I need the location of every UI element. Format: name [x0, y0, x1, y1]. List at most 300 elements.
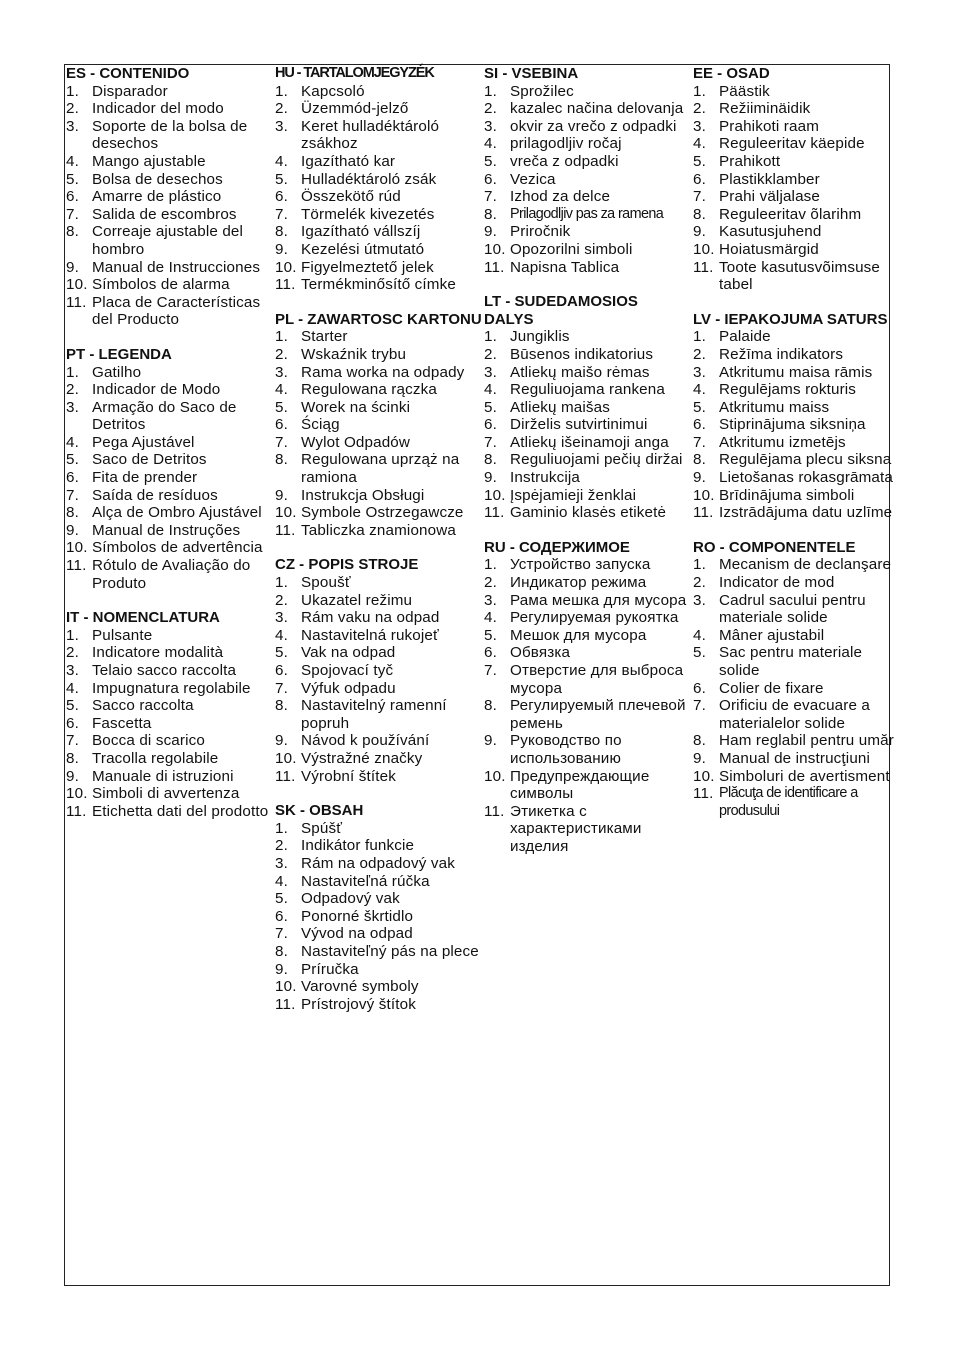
list-item	[484, 83, 691, 101]
item-number: 1.	[66, 363, 79, 381]
item-number: 9.	[66, 521, 79, 539]
list-item	[66, 627, 273, 645]
item-label: Prístrojový štítok	[301, 995, 416, 1013]
item-number: 6.	[275, 188, 288, 206]
item-label: Toote kasutusvõimsuse tabel	[719, 258, 881, 294]
item-number: 3.	[484, 591, 497, 609]
column-1	[66, 65, 273, 837]
list-item	[484, 381, 691, 399]
item-label: Priročnik	[510, 223, 571, 241]
list-item	[275, 627, 482, 645]
item-label: Saída de resíduos	[92, 486, 218, 504]
item-label: Vezica	[510, 170, 556, 188]
item-label: Ukazatel režimu	[301, 591, 413, 609]
item-number: 11.	[66, 293, 87, 311]
item-number: 11.	[693, 258, 714, 276]
item-label: Igazítható vállszíj	[301, 223, 421, 241]
list-item	[66, 522, 273, 540]
item-number: 7.	[275, 205, 288, 223]
item-label: Регулируемый плечевой ремень	[510, 697, 686, 732]
list-item	[693, 469, 900, 487]
item-number: 8.	[275, 451, 288, 469]
item-label: Предупреждающие символы	[510, 767, 650, 803]
item-label: Režiiminäidik	[719, 100, 811, 118]
item-label: Sac pentru materiale solide	[719, 644, 863, 679]
list-item	[693, 135, 900, 153]
language-section	[693, 539, 900, 821]
item-number: 1.	[484, 328, 497, 346]
item-number: 3.	[66, 398, 79, 416]
list-item	[693, 487, 900, 505]
item-number: 4.	[693, 135, 706, 153]
item-number: 5.	[484, 152, 497, 170]
list-item	[484, 434, 691, 452]
item-label: Vývod na odpad	[301, 925, 413, 943]
item-label: Alça de Ombro Ajustável	[92, 504, 262, 522]
item-label: Kasutusjuhend	[719, 223, 822, 241]
list-item	[275, 750, 482, 768]
item-number: 1.	[275, 819, 288, 837]
list-item	[484, 451, 691, 469]
list-item	[66, 364, 273, 382]
item-number: 10.	[693, 240, 715, 258]
item-number: 10.	[693, 767, 715, 785]
list-item	[275, 364, 482, 382]
list-item	[275, 522, 482, 540]
item-label: Výfuk odpadu	[301, 679, 396, 697]
language-section	[484, 293, 691, 522]
item-number: 8.	[484, 697, 497, 715]
list-item	[66, 259, 273, 277]
item-number: 9.	[275, 486, 288, 504]
item-label: Odpadový vak	[301, 890, 400, 908]
item-label: Opozorilni simboli	[510, 240, 633, 258]
item-number: 11.	[275, 276, 296, 294]
item-label: Wylot Odpadów	[301, 433, 411, 451]
item-label: Igazítható kar	[301, 152, 396, 170]
item-label: Prahikoti raam	[719, 117, 820, 135]
item-number: 5.	[275, 890, 288, 908]
list-item	[484, 346, 691, 364]
item-label: Reguliuojami pečių diržai	[510, 451, 683, 469]
list-item	[693, 574, 900, 592]
list-item	[66, 539, 273, 557]
item-number: 4.	[693, 626, 706, 644]
item-label: Regulējams rokturis	[719, 381, 857, 399]
item-label: Reguleeritav õlarihm	[719, 205, 862, 223]
list-item	[484, 259, 691, 277]
item-number: 3.	[275, 854, 288, 872]
item-number: 7.	[66, 732, 79, 750]
item-label: Jungiklis	[510, 328, 570, 346]
item-label: Ściąg	[301, 416, 340, 434]
list-item	[66, 399, 273, 434]
item-number: 2.	[66, 100, 79, 118]
list-item	[275, 996, 482, 1014]
item-label: Príručka	[301, 960, 359, 978]
item-number: 4.	[275, 626, 288, 644]
item-number: 5.	[484, 398, 497, 416]
section-heading: IT - NOMENCLATURA	[66, 609, 220, 627]
list-item	[66, 171, 273, 189]
item-number: 5.	[275, 398, 288, 416]
list-item	[275, 855, 482, 873]
list-item	[66, 715, 273, 733]
list-item	[66, 750, 273, 768]
item-label: Instrukcja Obsługi	[301, 486, 425, 504]
item-number: 9.	[275, 960, 288, 978]
item-number: 4.	[66, 679, 79, 697]
item-label: Prahi väljalase	[719, 188, 821, 206]
item-label: Összekötő rúd	[301, 188, 401, 206]
item-label: Būsenos indikatorius	[510, 345, 654, 363]
item-number: 5.	[693, 152, 706, 170]
list-item	[484, 118, 691, 136]
item-label: Simboli di avvertenza	[92, 785, 240, 803]
item-label: Atkritumu maiss	[719, 398, 830, 416]
item-number: 8.	[66, 504, 79, 522]
list-item	[693, 785, 900, 820]
item-number: 7.	[275, 433, 288, 451]
list-item	[275, 171, 482, 189]
item-number: 5.	[484, 626, 497, 644]
list-item	[693, 556, 900, 574]
list-item	[66, 680, 273, 698]
item-number: 11.	[275, 521, 296, 539]
column-4	[693, 65, 900, 837]
item-label: Izhod za delce	[510, 188, 611, 206]
list-item	[484, 188, 691, 206]
list-item	[275, 662, 482, 680]
item-number: 10.	[693, 486, 715, 504]
language-section	[693, 65, 900, 294]
language-section	[275, 311, 482, 540]
item-label: Mâner ajustabil	[719, 626, 825, 644]
list-item	[275, 592, 482, 610]
item-label: Mango ajustable	[92, 152, 206, 170]
item-number: 6.	[484, 170, 497, 188]
item-number: 2.	[66, 381, 79, 399]
item-label: Обвязка	[510, 644, 571, 662]
section-heading: RO - COMPONENTELE	[693, 538, 856, 556]
section-heading: PL - ZAWARTOSC KARTONU	[275, 310, 482, 328]
item-number: 5.	[693, 398, 706, 416]
list-item	[484, 416, 691, 434]
section-heading: LT - SUDEDAMOSIOS DALYS	[484, 293, 638, 328]
item-label: Vak na odpad	[301, 644, 396, 662]
item-number: 11.	[66, 557, 87, 575]
item-label: Regulowana uprząż na ramiona	[301, 451, 460, 487]
contents-frame	[64, 64, 894, 1286]
item-label: Ham reglabil pentru umăr	[719, 732, 894, 750]
list-item	[484, 153, 691, 171]
item-number: 9.	[275, 732, 288, 750]
list-item	[275, 451, 482, 486]
item-label: Indicador del modo	[92, 100, 224, 118]
item-number: 9.	[66, 767, 79, 785]
item-number: 1.	[693, 328, 706, 346]
item-label: Sacco raccolta	[92, 697, 194, 715]
item-number: 1.	[275, 328, 288, 346]
list-item	[275, 837, 482, 855]
item-number: 11.	[66, 802, 87, 820]
section-heading: EE - OSAD	[693, 65, 770, 82]
list-item	[275, 346, 482, 364]
item-label: Устройство запуска	[510, 556, 651, 574]
item-number: 5.	[275, 170, 288, 188]
list-item	[693, 83, 900, 101]
item-label: Návod k používání	[301, 732, 430, 750]
item-label: Fita de prender	[92, 469, 198, 487]
list-item	[275, 925, 482, 943]
list-item	[275, 574, 482, 592]
item-label: Manuale di istruzioni	[92, 767, 234, 785]
item-label: Rótulo de Avaliação do Produto	[92, 557, 251, 592]
list-item	[275, 206, 482, 224]
item-label: Disparador	[92, 82, 168, 100]
item-number: 3.	[693, 117, 706, 135]
list-item	[66, 557, 273, 592]
item-number: 11.	[484, 504, 505, 522]
item-label: Impugnatura regolabile	[92, 679, 251, 697]
list-item	[275, 328, 482, 346]
item-label: Рама мешка для мусора	[510, 591, 687, 609]
item-label: Sprožilec	[510, 82, 574, 100]
item-number: 7.	[275, 925, 288, 943]
list-item	[275, 259, 482, 277]
item-number: 2.	[693, 345, 706, 363]
item-label: Salida de escombros	[92, 205, 237, 223]
item-number: 2.	[693, 574, 706, 592]
item-number: 8.	[693, 732, 706, 750]
item-label: Руководство по использованию	[510, 732, 622, 767]
item-label: Bocca di scarico	[92, 732, 205, 750]
list-item	[275, 697, 482, 732]
language-section	[484, 65, 691, 276]
list-item	[693, 592, 900, 627]
list-item	[275, 241, 482, 259]
item-label: Įspėjamieji ženklai	[510, 486, 637, 504]
list-item	[693, 732, 900, 750]
list-item	[275, 609, 482, 627]
item-label: Correaje ajustable del hombro	[92, 223, 244, 258]
list-item	[484, 803, 691, 856]
item-label: Izstrādājuma datu uzlīme	[719, 504, 893, 522]
item-label: Nastaviteľný pás na plece	[301, 942, 479, 960]
column-3	[484, 65, 691, 873]
list-item	[693, 364, 900, 382]
list-item	[66, 697, 273, 715]
list-item	[693, 680, 900, 698]
list-item	[275, 223, 482, 241]
item-label: Indicador de Modo	[92, 381, 221, 399]
item-number: 11.	[693, 785, 714, 803]
list-item	[484, 135, 691, 153]
list-item	[693, 118, 900, 136]
item-number: 2.	[484, 574, 497, 592]
list-item	[275, 961, 482, 979]
item-number: 4.	[693, 381, 706, 399]
list-item	[275, 153, 482, 171]
list-item	[66, 785, 273, 803]
list-item	[484, 206, 691, 224]
item-label: Rám na odpadový vak	[301, 854, 455, 872]
item-number: 10.	[484, 767, 506, 785]
item-number: 5.	[66, 170, 79, 188]
item-label: Bolsa de desechos	[92, 170, 223, 188]
item-label: Stiprinājuma siksniņa	[719, 416, 866, 434]
item-label: Päästik	[719, 82, 770, 100]
list-item	[275, 680, 482, 698]
item-label: vreča z odpadki	[510, 152, 619, 170]
item-label: Törmelék kivezetés	[301, 205, 435, 223]
item-label: Регулируемая рукоятка	[510, 609, 679, 627]
list-item	[693, 259, 900, 294]
section-heading: HU - TARTALOMJEGYZÉK	[275, 65, 434, 81]
list-item	[484, 662, 691, 697]
item-label: Отверстие для выброса мусора	[510, 662, 684, 697]
item-number: 6.	[66, 469, 79, 487]
item-number: 4.	[484, 135, 497, 153]
item-number: 5.	[275, 644, 288, 662]
list-item	[693, 451, 900, 469]
item-number: 3.	[275, 117, 288, 135]
item-number: 6.	[275, 907, 288, 925]
item-label: Fascetta	[92, 714, 152, 732]
list-item	[275, 83, 482, 101]
item-label: Мешок для мусора	[510, 626, 647, 644]
list-item	[275, 504, 482, 522]
item-label: Placa de Características del Producto	[92, 293, 261, 329]
list-item	[693, 381, 900, 399]
item-number: 11.	[275, 767, 296, 785]
item-number: 9.	[484, 732, 497, 750]
item-number: 8.	[484, 205, 497, 223]
section-heading: SK - OBSAH	[275, 802, 364, 820]
item-label: Varovné symboly	[301, 978, 419, 996]
list-item	[484, 574, 691, 592]
list-item	[275, 416, 482, 434]
item-number: 10.	[275, 504, 297, 522]
list-item	[66, 644, 273, 662]
item-label: Üzemmód-jelző	[301, 100, 409, 118]
item-number: 8.	[275, 697, 288, 715]
item-number: 3.	[484, 363, 497, 381]
item-label: Hoiatusmärgid	[719, 240, 819, 258]
list-item	[484, 171, 691, 189]
list-item	[66, 381, 273, 399]
list-item	[66, 153, 273, 171]
item-number: 7.	[484, 662, 497, 679]
item-number: 8.	[275, 223, 288, 241]
item-label: Lietošanas rokasgrāmata	[719, 469, 893, 487]
item-number: 5.	[66, 451, 79, 469]
list-item	[275, 276, 482, 294]
list-item	[484, 697, 691, 732]
item-label: Keret hulladéktároló zsákhoz	[301, 117, 440, 153]
list-item	[275, 381, 482, 399]
item-number: 8.	[66, 223, 79, 241]
item-label: Termékminősítő címke	[301, 276, 456, 294]
list-item	[275, 434, 482, 452]
item-label: Orificiu de evacuare a materialelor solide	[719, 697, 871, 732]
item-label: Kapcsoló	[301, 82, 365, 100]
item-label: Figyelmeztető jelek	[301, 258, 434, 276]
list-item	[66, 732, 273, 750]
list-item	[275, 768, 482, 786]
item-label: Nastavitelná rukojeť	[301, 626, 439, 644]
item-number: 1.	[275, 82, 288, 100]
item-label: Spúšť	[301, 819, 343, 837]
item-number: 5.	[693, 644, 706, 662]
list-item	[693, 188, 900, 206]
item-number: 1.	[66, 626, 79, 644]
item-label: Atliekų maišas	[510, 398, 611, 416]
item-number: 9.	[484, 223, 497, 241]
item-number: 7.	[693, 433, 706, 451]
item-label: Symbole Ostrzegawcze	[301, 504, 464, 522]
list-item	[693, 434, 900, 452]
language-section	[66, 346, 273, 592]
item-number: 6.	[484, 416, 497, 434]
item-label: Amarre de plástico	[92, 188, 222, 206]
list-item	[275, 487, 482, 505]
list-item	[66, 768, 273, 786]
item-number: 6.	[66, 188, 79, 206]
list-item	[693, 206, 900, 224]
item-number: 10.	[275, 749, 297, 767]
language-section	[275, 802, 482, 1013]
item-label: Manual de Instruções	[92, 521, 241, 539]
list-item	[693, 504, 900, 522]
item-number: 4.	[66, 433, 79, 451]
item-number: 4.	[275, 152, 288, 170]
item-number: 9.	[484, 469, 497, 487]
list-item	[66, 803, 273, 821]
list-item	[66, 206, 273, 224]
item-label: Rám vaku na odpad	[301, 609, 440, 627]
section-heading: PT - LEGENDA	[66, 345, 172, 363]
item-number: 9.	[693, 749, 706, 767]
item-label: Símbolos de alarma	[92, 276, 230, 294]
item-number: 8.	[693, 205, 706, 223]
item-number: 1.	[484, 556, 497, 574]
item-number: 7.	[484, 433, 497, 451]
list-item	[484, 592, 691, 610]
item-number: 3.	[66, 662, 79, 679]
item-label: Этикетка с характеристиками изделия	[510, 802, 642, 855]
list-item	[66, 451, 273, 469]
item-label: Cadrul sacului pentru materiale solide	[719, 591, 866, 627]
item-label: Výstražné značky	[301, 749, 423, 767]
item-number: 2.	[693, 100, 706, 118]
item-number: 3.	[484, 117, 497, 135]
item-label: Tracolla regolabile	[92, 749, 219, 767]
list-item	[66, 504, 273, 522]
item-number: 7.	[693, 697, 706, 715]
item-label: Hulladéktároló zsák	[301, 170, 437, 188]
item-label: Símbolos de advertência	[92, 539, 263, 557]
item-label: Prahikott	[719, 152, 781, 170]
section-heading: SI - VSEBINA	[484, 65, 579, 82]
item-label: Prilagodljiv pas za ramena	[510, 205, 664, 222]
item-label: Tabliczka znamionowa	[301, 521, 456, 539]
item-label: Starter	[301, 328, 348, 346]
item-number: 3.	[66, 117, 79, 135]
item-label: Wskaźnik trybu	[301, 345, 407, 363]
item-number: 10.	[275, 978, 297, 996]
language-section	[693, 311, 900, 522]
